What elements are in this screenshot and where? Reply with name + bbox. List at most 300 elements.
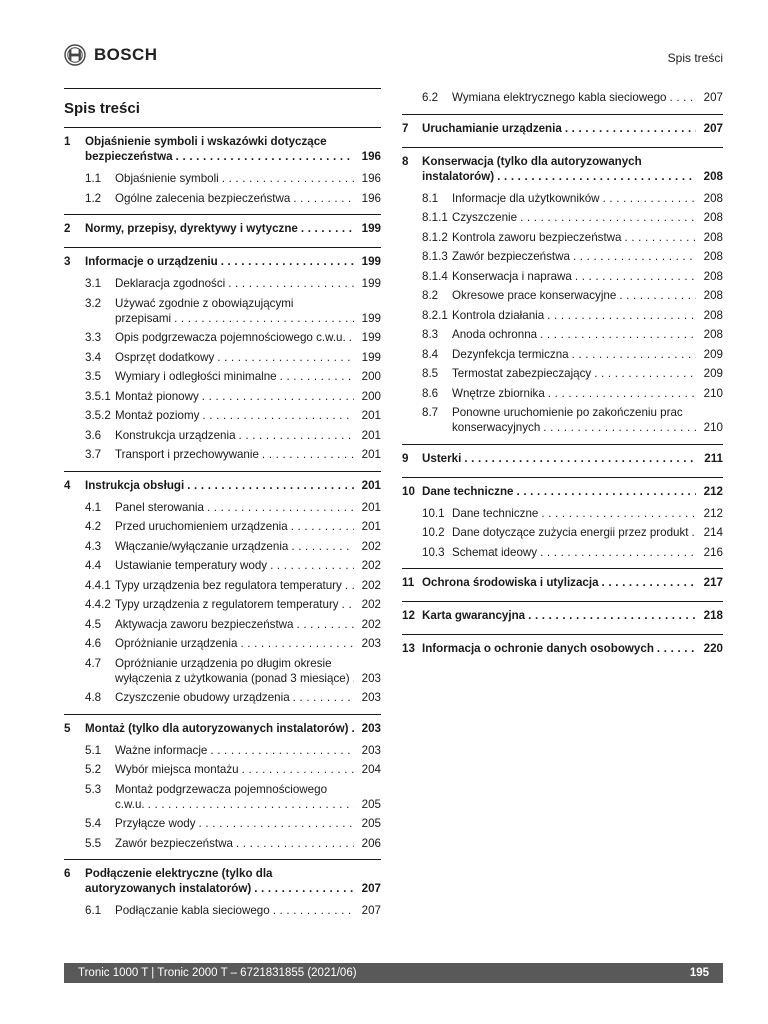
toc-page-number: 196 bbox=[361, 150, 381, 163]
toc-page-number: 216 bbox=[703, 545, 723, 559]
toc-entry-number: 8.7 bbox=[422, 406, 439, 419]
toc-dot-leader bbox=[497, 169, 696, 184]
toc-chapter-entry[interactable] bbox=[402, 451, 723, 466]
toc-entry-number: 8.3 bbox=[422, 328, 439, 341]
toc-chapter-entry[interactable] bbox=[64, 134, 381, 164]
toc-entry-title: Przed uruchomieniem urządzenia bbox=[115, 520, 288, 533]
toc-subsection-entry[interactable] bbox=[64, 539, 381, 554]
toc-entry-title: Instrukcja obsługi bbox=[85, 478, 185, 492]
toc-subsection-entry[interactable] bbox=[64, 762, 381, 777]
toc-page-number: 204 bbox=[361, 763, 381, 776]
toc-subsection-entry[interactable] bbox=[64, 296, 381, 326]
toc-entry-number: 3.5.1 bbox=[85, 389, 111, 403]
toc-subsection-entry[interactable] bbox=[64, 690, 381, 705]
toc-dot-leader bbox=[619, 288, 696, 303]
toc-dot-leader bbox=[222, 171, 354, 186]
toc-dot-leader bbox=[202, 408, 354, 423]
toc-dot-leader bbox=[291, 519, 354, 534]
toc-dot-leader bbox=[543, 420, 696, 435]
toc-dot-leader bbox=[602, 575, 696, 590]
toc-page-number: 199 bbox=[361, 255, 381, 268]
toc-page-number: 199 bbox=[361, 277, 381, 290]
page-footer bbox=[64, 963, 723, 983]
toc-entry-title: Deklaracja zgodności bbox=[115, 277, 226, 290]
toc-entry-number: 3.6 bbox=[85, 428, 102, 442]
toc-page-number: 208 bbox=[703, 308, 723, 322]
toc-subsection-entry[interactable] bbox=[64, 330, 381, 345]
toc-entry-title: Objaśnienie symboli i wskazówki dotyczące bbox=[85, 135, 327, 148]
toc-section bbox=[402, 88, 723, 115]
toc-entry-number: 4.8 bbox=[85, 691, 102, 704]
toc-subsection-entry[interactable] bbox=[64, 558, 381, 573]
toc-entry-title: autoryzowanych instalatorów) bbox=[85, 882, 252, 895]
toc-section bbox=[402, 115, 723, 148]
toc-entry-title: Panel sterowania bbox=[115, 500, 204, 514]
toc-entry-title: Czyszczenie obudowy urządzenia bbox=[115, 691, 290, 704]
toc-dot-leader bbox=[345, 578, 354, 593]
toc-section bbox=[64, 472, 381, 715]
toc-subsection-entry[interactable] bbox=[64, 408, 381, 423]
toc-page-number: 212 bbox=[703, 484, 723, 498]
toc-entry-title: Wnętrze zbiornika bbox=[452, 386, 545, 400]
running-header-title: Spis treści bbox=[667, 51, 723, 65]
toc-entry-title: Wybór miejsca montażu bbox=[115, 763, 239, 776]
toc-dot-leader bbox=[464, 451, 696, 466]
toc-entry-title: c.w.u. bbox=[115, 797, 145, 811]
toc-entry-title: Konstrukcja urządzenia bbox=[115, 428, 236, 442]
toc-entry-number: 5.2 bbox=[85, 763, 102, 776]
toc-entry-number: 4.5 bbox=[85, 617, 102, 631]
toc-dot-leader bbox=[273, 903, 354, 918]
toc-dot-leader bbox=[297, 617, 355, 632]
toc-entry-title: Montaż podgrzewacza pojemnościowego bbox=[115, 782, 328, 796]
toc-entry-number: 6.1 bbox=[85, 904, 102, 917]
toc-entry-title: Typy urządzenia bez regulatora temperatury bbox=[115, 578, 342, 592]
toc-entry-number: 5.4 bbox=[85, 817, 102, 830]
toc-dot-leader bbox=[210, 743, 354, 758]
toc-entry-number: 10.3 bbox=[422, 545, 445, 559]
toc-subsection-entry[interactable] bbox=[64, 389, 381, 404]
toc-subsection-entry[interactable] bbox=[402, 288, 723, 303]
toc-page-number: 208 bbox=[703, 169, 723, 183]
toc-entry-title: konserwacyjnych bbox=[452, 421, 541, 434]
toc-dot-leader bbox=[199, 816, 354, 831]
toc-dot-leader bbox=[236, 836, 354, 851]
toc-subsection-entry[interactable] bbox=[64, 500, 381, 515]
toc-dot-leader bbox=[148, 797, 354, 812]
toc-entry-title: Włączanie/wyłączanie urządzenia bbox=[115, 539, 289, 553]
toc-entry-title: Montaż poziomy bbox=[115, 409, 200, 422]
toc-entry-title: Wymiana elektrycznego kabla sieciowego bbox=[452, 91, 667, 104]
toc-entry-number: 3.3 bbox=[85, 331, 102, 344]
toc-page-number: 208 bbox=[703, 250, 723, 263]
toc-dot-leader bbox=[262, 447, 354, 462]
toc-dot-leader bbox=[540, 327, 696, 342]
toc-entry-title: Opis podgrzewacza pojemnościowego c.w.u. bbox=[115, 331, 346, 344]
toc-page-number: 199 bbox=[361, 311, 381, 325]
toc-entry-title: Ogólne zalecenia bezpieczeństwa bbox=[115, 191, 291, 205]
toc-left-column bbox=[64, 88, 381, 927]
toc-entry-number: 5.1 bbox=[85, 743, 102, 757]
toc-entry-title: Dane techniczne bbox=[452, 506, 539, 520]
toc-subsection-entry[interactable] bbox=[64, 578, 381, 593]
toc-subsection-entry[interactable] bbox=[64, 447, 381, 462]
toc-dot-leader bbox=[351, 721, 354, 736]
toc-dot-leader bbox=[342, 597, 354, 612]
toc-dot-leader bbox=[207, 500, 354, 515]
toc-entry-number: 11 bbox=[402, 576, 415, 589]
toc-entry-number: 8.2.1 bbox=[422, 308, 448, 322]
brand-logo bbox=[64, 44, 157, 66]
toc-entry-number: 4 bbox=[64, 478, 71, 492]
toc-section bbox=[402, 602, 723, 635]
toc-entry-number: 7 bbox=[402, 121, 409, 135]
toc-section bbox=[402, 478, 723, 570]
toc-page-number: 209 bbox=[703, 367, 723, 380]
toc-entry-number: 13 bbox=[402, 642, 415, 655]
toc-entry-title: Dane dotyczące zużycia energii przez produkt bbox=[452, 526, 689, 539]
toc-entry-title: Anoda ochronna bbox=[452, 328, 538, 341]
toc-dot-leader bbox=[573, 249, 696, 264]
toc-page-number: 201 bbox=[361, 409, 381, 422]
page-header bbox=[64, 44, 723, 72]
toc-entry-number: 3 bbox=[64, 255, 71, 268]
toc-section bbox=[402, 635, 723, 667]
footer-page-number: 195 bbox=[689, 967, 709, 979]
toc-section bbox=[64, 128, 381, 215]
toc-entry-title: Aktywacja zaworu bezpieczeństwa bbox=[115, 617, 294, 631]
toc-chapter-entry[interactable] bbox=[64, 721, 381, 736]
toc-subsection-entry[interactable] bbox=[64, 597, 381, 612]
toc-dot-leader bbox=[187, 478, 354, 493]
toc-section bbox=[64, 860, 381, 927]
toc-entry-title: Usterki bbox=[422, 451, 462, 465]
toc-dot-leader bbox=[528, 608, 696, 623]
toc-subsection-entry[interactable] bbox=[402, 525, 723, 540]
toc-dot-leader bbox=[548, 386, 696, 401]
toc-chapter-entry[interactable] bbox=[402, 121, 723, 136]
toc-dot-leader bbox=[692, 525, 696, 540]
toc-right-column bbox=[402, 88, 723, 667]
toc-entry-number: 1.1 bbox=[85, 172, 102, 185]
toc-page-number: 196 bbox=[361, 191, 381, 205]
toc-subsection-entry[interactable] bbox=[402, 308, 723, 323]
toc-page-number: 203 bbox=[361, 743, 381, 757]
toc-entry-number: 2 bbox=[64, 222, 71, 235]
toc-entry-title: Okresowe prace konserwacyjne bbox=[452, 289, 617, 302]
toc-dot-leader bbox=[242, 762, 354, 777]
toc-page-number: 201 bbox=[361, 500, 381, 514]
toc-entry-title: Ochrona środowiska i utylizacja bbox=[422, 576, 599, 589]
toc-dot-leader bbox=[575, 269, 696, 284]
toc-subsection-entry[interactable] bbox=[402, 506, 723, 521]
toc-entry-number: 1.2 bbox=[85, 191, 102, 205]
toc-dot-leader bbox=[603, 191, 696, 206]
toc-entry-number: 8 bbox=[402, 154, 409, 168]
toc-page-number: 208 bbox=[703, 230, 723, 244]
toc-subsection-entry[interactable] bbox=[64, 636, 381, 651]
toc-subsection-entry[interactable] bbox=[402, 249, 723, 264]
toc-page-number: 202 bbox=[361, 598, 381, 611]
toc-subsection-entry[interactable] bbox=[402, 327, 723, 342]
toc-entry-title: Informacja o ochronie danych osobowych bbox=[422, 642, 654, 655]
toc-subsection-entry[interactable] bbox=[402, 386, 723, 401]
toc-entry-title: Transport i przechowywanie bbox=[115, 448, 259, 461]
toc-page-number: 208 bbox=[703, 211, 723, 224]
page-title: Spis treści bbox=[64, 88, 381, 128]
toc-entry-number: 4.1 bbox=[85, 500, 102, 514]
toc-entry-title: Montaż pionowy bbox=[115, 389, 199, 403]
toc-subsection-entry[interactable] bbox=[402, 366, 723, 381]
toc-entry-title: Typy urządzenia z regulatorem temperatury bbox=[115, 598, 339, 611]
toc-dot-leader bbox=[540, 545, 696, 560]
toc-entry-title: Konserwacja (tylko dla autoryzowanych bbox=[422, 154, 642, 168]
toc-page-number: 200 bbox=[361, 389, 381, 403]
toc-entry-number: 8.1.1 bbox=[422, 211, 448, 224]
toc-subsection-entry[interactable] bbox=[64, 428, 381, 443]
toc-page-number: 199 bbox=[361, 222, 381, 235]
toc-entry-number: 3.2 bbox=[85, 296, 102, 310]
toc-entry-title: Uruchamianie urządzenia bbox=[422, 121, 562, 135]
toc-entry-title: Ponowne uruchomienie po zakończeniu prac bbox=[452, 406, 683, 419]
toc-entry-title: Dane techniczne bbox=[422, 484, 514, 498]
toc-entry-title: Montaż (tylko dla autoryzowanych instalatorów) bbox=[85, 721, 349, 735]
toc-dot-leader bbox=[221, 254, 354, 269]
toc-dot-leader bbox=[239, 428, 354, 443]
toc-dot-leader bbox=[176, 149, 354, 164]
toc-dot-leader bbox=[669, 90, 696, 105]
toc-section bbox=[402, 569, 723, 602]
toc-page-number: 218 bbox=[703, 609, 723, 622]
toc-chapter-entry[interactable] bbox=[402, 154, 723, 184]
toc-chapter-entry[interactable] bbox=[402, 484, 723, 499]
toc-subsection-entry[interactable] bbox=[402, 405, 723, 435]
toc-entry-number: 1 bbox=[64, 135, 71, 148]
toc-entry-number: 4.3 bbox=[85, 539, 102, 553]
toc-page-number: 199 bbox=[361, 350, 381, 364]
toc-page-number: 209 bbox=[703, 347, 723, 361]
toc-subsection-entry[interactable] bbox=[64, 350, 381, 365]
toc-entry-title: Ważne informacje bbox=[115, 743, 208, 757]
toc-dot-leader bbox=[594, 366, 696, 381]
toc-entry-title: Podłączenie elektryczne (tylko dla bbox=[85, 867, 273, 880]
toc-entry-title: Kontrola działania bbox=[452, 308, 545, 322]
toc-page-number: 201 bbox=[361, 478, 381, 492]
toc-page-number: 208 bbox=[703, 289, 723, 302]
toc-entry-number: 8.1.4 bbox=[422, 269, 448, 283]
toc-section bbox=[64, 715, 381, 861]
toc-entry-title: Informacje dla użytkowników bbox=[452, 191, 600, 205]
toc-page-number: 201 bbox=[361, 520, 381, 533]
toc-entry-title: Schemat ideowy bbox=[452, 545, 538, 559]
toc-entry-title: Opróżnianie urządzenia bbox=[115, 637, 238, 650]
toc-chapter-entry[interactable] bbox=[402, 608, 723, 623]
toc-dot-leader bbox=[254, 881, 354, 896]
toc-entry-number: 8.1 bbox=[422, 191, 439, 205]
toc-page-number: 211 bbox=[704, 451, 723, 465]
toc-dot-leader bbox=[572, 347, 696, 362]
toc-page-number: 210 bbox=[703, 421, 723, 434]
bosch-logo-icon bbox=[64, 44, 86, 66]
toc-subsection-entry[interactable] bbox=[402, 230, 723, 245]
toc-dot-leader bbox=[565, 121, 696, 136]
toc-subsection-entry[interactable] bbox=[402, 90, 723, 105]
toc-subsection-entry[interactable] bbox=[64, 743, 381, 758]
toc-subsection-entry[interactable] bbox=[402, 347, 723, 362]
toc-subsection-entry[interactable] bbox=[64, 836, 381, 851]
toc-subsection-entry[interactable] bbox=[64, 519, 381, 534]
toc-entry-title: Osprzęt dodatkowy bbox=[115, 350, 215, 364]
toc-dot-leader bbox=[228, 276, 354, 291]
toc-subsection-entry[interactable] bbox=[402, 545, 723, 560]
footer-document-info: Tronic 1000 T | Tronic 2000 T – 6721831855 (2021/06) bbox=[78, 967, 357, 979]
toc-subsection-entry[interactable] bbox=[64, 782, 381, 812]
toc-page-number: 208 bbox=[703, 269, 723, 283]
toc-entry-title: Przyłącze wody bbox=[115, 817, 196, 830]
toc-subsection-entry[interactable] bbox=[402, 210, 723, 225]
toc-subsection-entry[interactable] bbox=[64, 171, 381, 186]
toc-dot-leader bbox=[547, 308, 696, 323]
brand-name: BOSCH bbox=[94, 45, 158, 64]
toc-page-number: 217 bbox=[703, 576, 723, 589]
toc-page-number: 196 bbox=[361, 172, 381, 185]
toc-entry-title: Dezynfekcja termiczna bbox=[452, 347, 569, 361]
toc-entry-number: 12 bbox=[402, 609, 415, 622]
toc-entry-number: 8.1.3 bbox=[422, 250, 448, 263]
toc-entry-number: 8.1.2 bbox=[422, 230, 448, 244]
toc-section bbox=[402, 148, 723, 445]
toc-section bbox=[64, 215, 381, 248]
toc-entry-number: 8.6 bbox=[422, 386, 439, 400]
toc-subsection-entry[interactable] bbox=[64, 191, 381, 206]
toc-subsection-entry[interactable] bbox=[64, 816, 381, 831]
toc-subsection-entry[interactable] bbox=[64, 903, 381, 918]
toc-page-number: 214 bbox=[703, 526, 723, 539]
toc-page-number: 203 bbox=[361, 671, 381, 685]
toc-dot-leader bbox=[240, 636, 354, 651]
toc-entry-title: Objaśnienie symboli bbox=[115, 172, 219, 185]
toc-dot-leader bbox=[293, 191, 354, 206]
toc-page-number: 207 bbox=[361, 882, 381, 895]
toc-subsection-entry[interactable] bbox=[64, 656, 381, 686]
toc-page-number: 201 bbox=[361, 448, 381, 461]
toc-page-number: 208 bbox=[703, 328, 723, 341]
toc-subsection-entry[interactable] bbox=[64, 369, 381, 384]
toc-dot-leader bbox=[202, 389, 354, 404]
toc-section bbox=[402, 445, 723, 478]
toc-dot-leader bbox=[217, 350, 354, 365]
toc-entry-number: 9 bbox=[402, 451, 409, 465]
toc-entry-title: Karta gwarancyjna bbox=[422, 609, 526, 622]
toc-dot-leader bbox=[520, 210, 696, 225]
toc-chapter-entry[interactable] bbox=[64, 254, 381, 269]
toc-entry-number: 6 bbox=[64, 867, 71, 880]
toc-entry-number: 3.1 bbox=[85, 277, 102, 290]
toc-entry-number: 4.7 bbox=[85, 656, 102, 670]
toc-entry-title: Ustawianie temperatury wody bbox=[115, 559, 268, 572]
toc-page-number: 205 bbox=[361, 817, 381, 830]
toc-entry-number: 8.5 bbox=[422, 367, 439, 380]
toc-subsection-entry[interactable] bbox=[402, 269, 723, 284]
toc-dot-leader bbox=[517, 484, 697, 499]
toc-entry-number: 4.4.1 bbox=[85, 578, 111, 592]
toc-entry-number: 8.2 bbox=[422, 289, 439, 302]
toc-page-number: 203 bbox=[361, 721, 381, 735]
toc-page-number: 199 bbox=[361, 331, 381, 344]
toc-entry-title: wyłączenia z użytkowania (ponad 3 miesiące) bbox=[115, 671, 350, 685]
toc-entry-title: Wymiary i odległości minimalne bbox=[115, 370, 277, 383]
toc-entry-number: 3.5 bbox=[85, 370, 102, 383]
toc-entry-title: Normy, przepisy, dyrektywy i wytyczne bbox=[85, 222, 298, 235]
toc-entry-title: Używać zgodnie z obowiązującymi bbox=[115, 296, 294, 310]
toc-entry-title: Czyszczenie bbox=[452, 211, 518, 224]
toc-page-number: 202 bbox=[361, 578, 381, 592]
toc-entry-number: 6.2 bbox=[422, 91, 439, 104]
toc-subsection-entry[interactable] bbox=[64, 617, 381, 632]
toc-dot-leader bbox=[174, 311, 354, 326]
toc-entry-number: 4.2 bbox=[85, 520, 102, 533]
toc-dot-leader bbox=[301, 221, 354, 236]
toc-dot-leader bbox=[280, 369, 354, 384]
toc-entry-title: Zawór bezpieczeństwa bbox=[115, 836, 233, 850]
toc-entry-number: 10 bbox=[402, 484, 415, 498]
toc-entry-title: Termostat zabezpieczający bbox=[452, 367, 592, 380]
toc-chapter-entry[interactable] bbox=[402, 641, 723, 656]
toc-chapter-entry[interactable] bbox=[64, 866, 381, 896]
toc-dot-leader bbox=[353, 671, 354, 686]
toc-entry-number: 4.6 bbox=[85, 637, 102, 650]
toc-chapter-entry[interactable] bbox=[64, 221, 381, 236]
toc-entry-number: 3.7 bbox=[85, 448, 102, 461]
toc-subsection-entry[interactable] bbox=[64, 276, 381, 291]
toc-entry-title: przepisami bbox=[115, 311, 172, 325]
toc-page-number: 203 bbox=[361, 637, 381, 650]
toc-entry-title: Kontrola zaworu bezpieczeństwa bbox=[452, 230, 622, 244]
toc-entry-number: 5.3 bbox=[85, 782, 102, 796]
toc-page-number: 206 bbox=[361, 836, 381, 850]
toc-dot-leader bbox=[349, 330, 354, 345]
toc-page-number: 202 bbox=[361, 617, 381, 631]
toc-entry-number: 3.4 bbox=[85, 350, 102, 364]
toc-entry-title: Podłączanie kabla sieciowego bbox=[115, 904, 270, 917]
toc-dot-leader bbox=[291, 539, 354, 554]
toc-entry-title: Opróżnianie urządzenia po długim okresie bbox=[115, 656, 332, 670]
toc-page-number: 207 bbox=[361, 904, 381, 917]
toc-chapter-entry[interactable] bbox=[64, 478, 381, 493]
toc-entry-number: 5.5 bbox=[85, 836, 102, 850]
toc-chapter-entry[interactable] bbox=[402, 575, 723, 590]
toc-entry-title: bezpieczeństwa bbox=[85, 150, 173, 163]
toc-entry-number: 4.4 bbox=[85, 559, 102, 572]
toc-entry-number: 10.2 bbox=[422, 526, 445, 539]
toc-entry-title: Informacje o urządzeniu bbox=[85, 255, 218, 268]
toc-entry-title: Konserwacja i naprawa bbox=[452, 269, 572, 283]
toc-dot-leader bbox=[541, 506, 696, 521]
toc-dot-leader bbox=[657, 641, 696, 656]
toc-entry-number: 3.5.2 bbox=[85, 409, 111, 422]
toc-page-number: 208 bbox=[703, 191, 723, 205]
toc-page-number: 202 bbox=[361, 539, 381, 553]
toc-right-list bbox=[402, 88, 723, 667]
toc-page-number: 203 bbox=[361, 691, 381, 704]
toc-entry-number: 8.4 bbox=[422, 347, 439, 361]
toc-dot-leader bbox=[625, 230, 697, 245]
toc-page-number: 212 bbox=[703, 506, 723, 520]
toc-page-number: 220 bbox=[703, 642, 723, 655]
toc-entry-number: 5 bbox=[64, 721, 71, 735]
toc-subsection-entry[interactable] bbox=[402, 191, 723, 206]
toc-page-number: 207 bbox=[703, 91, 723, 104]
